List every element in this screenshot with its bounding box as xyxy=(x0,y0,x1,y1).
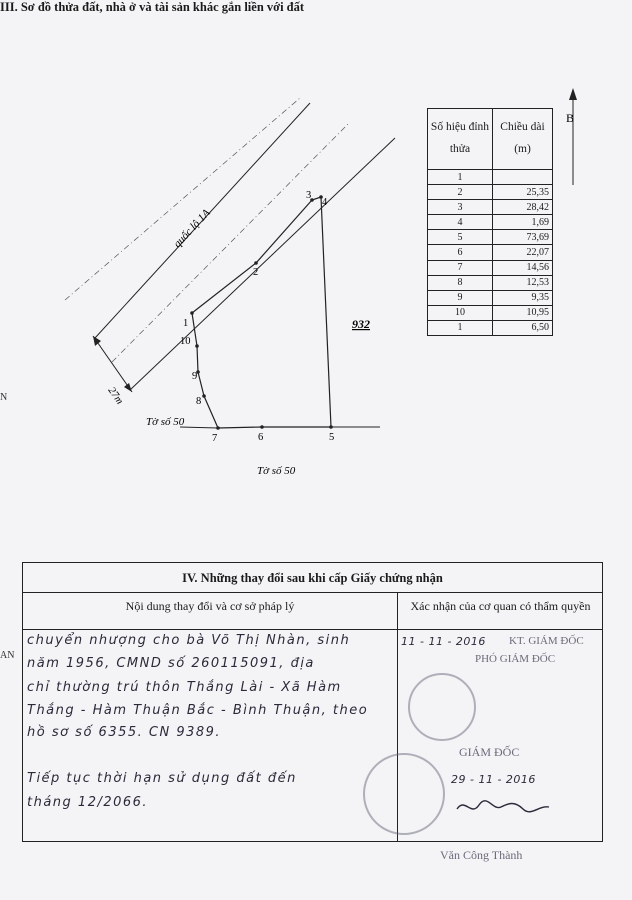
vertex-label-9: 9 xyxy=(192,371,198,382)
north-arrow-head xyxy=(569,88,577,100)
table-row: 9 9,35 xyxy=(428,290,553,305)
vertex-label-10: 10 xyxy=(180,336,191,347)
neighbor-left-label: Tờ số 50 xyxy=(146,416,185,428)
official-seal-1 xyxy=(408,673,476,741)
vertex-label-4: 4 xyxy=(322,197,328,208)
vertex-label-6: 6 xyxy=(258,432,264,443)
table-row: 5 73,69 xyxy=(428,230,553,245)
neighbor-bottom-label: Tờ số 50 xyxy=(257,465,296,477)
entry2-line-1: Tiếp tục thời hạn sử dụng đất đến xyxy=(27,771,297,786)
entry1-line-2: năm 1956, CMND số 260115091, địa xyxy=(27,656,315,671)
road-edge-inner xyxy=(130,138,395,390)
entry1-title-1: KT. GIÁM ĐỐC xyxy=(509,635,584,647)
width-dimension-line xyxy=(93,336,132,392)
table-row: 10 10,95 xyxy=(428,305,553,320)
vertex-label-3: 3 xyxy=(306,190,312,201)
column-header-confirmation: Xác nhận của cơ quan có thẩm quyền xyxy=(410,599,591,613)
edge-length-table xyxy=(427,108,553,336)
neighbor-line-left xyxy=(180,427,218,428)
entry2-date: 29 - 11 - 2016 xyxy=(451,773,536,786)
margin-mark-top: N xyxy=(0,392,8,403)
entry2-title: GIÁM ĐỐC xyxy=(459,745,520,759)
table-header-vertex: Số hiệu đỉnh thửa xyxy=(428,109,493,170)
table-row: 7 14,56 xyxy=(428,260,553,275)
vertex-label-1: 1 xyxy=(183,318,189,329)
road-boundary-line xyxy=(65,98,300,300)
entry1-line-1: chuyển nhượng cho bà Võ Thị Nhàn, sinh xyxy=(27,633,351,648)
table-row: 6 22,07 xyxy=(428,245,553,260)
entry1-line-3: chỉ thường trú thôn Thắng Lài - Xã Hàm xyxy=(27,680,342,695)
signer-name: Văn Công Thành xyxy=(440,848,523,862)
entry1-date: 11 - 11 - 2016 xyxy=(401,635,486,648)
road-centerline xyxy=(112,122,350,362)
margin-mark-mid: AN xyxy=(0,650,15,661)
section-4-title: IV. Những thay đổi sau khi cấp Giấy chứng nhận xyxy=(23,563,602,593)
parcel-number: 932 xyxy=(352,317,370,331)
column-header-content: Nội dung thay đổi và cơ sở pháp lý xyxy=(125,599,295,613)
vertex-label-7: 7 xyxy=(212,433,218,444)
vertex-label-5: 5 xyxy=(329,432,335,443)
table-row: 1 xyxy=(428,170,553,185)
table-header-length: Chiều dài (m) xyxy=(493,109,553,170)
table-row: 8 12,53 xyxy=(428,275,553,290)
vertex-label-8: 8 xyxy=(196,396,202,407)
road-label: quốc lộ 1A xyxy=(171,206,213,251)
table-row: 1 6,50 xyxy=(428,320,553,335)
entry2-line-2: tháng 12/2066. xyxy=(27,795,149,810)
table-row: 4 1,69 xyxy=(428,215,553,230)
entry1-line-4: Thắng - Hàm Thuận Bắc - Bình Thuận, theo xyxy=(27,703,369,718)
section-4-table xyxy=(22,562,603,842)
table-row: 3 28,42 xyxy=(428,200,553,215)
official-seal-2 xyxy=(363,753,445,835)
section-3-title: III. Sơ đồ thửa đất, nhà ở và tài sản khác gắn liền với đất xyxy=(0,0,305,14)
parcel-boundary xyxy=(192,197,331,428)
vertex-label-2: 2 xyxy=(253,267,259,278)
width-label: 27m xyxy=(105,385,125,407)
north-label: B xyxy=(566,111,575,125)
entry1-line-5: hồ sơ số 6355. CN 9389. xyxy=(27,725,222,740)
header-divider xyxy=(23,629,602,630)
entry1-title-2: PHÓ GIÁM ĐỐC xyxy=(475,653,556,665)
signature xyxy=(453,795,553,819)
table-row: 2 25,35 xyxy=(428,185,553,200)
